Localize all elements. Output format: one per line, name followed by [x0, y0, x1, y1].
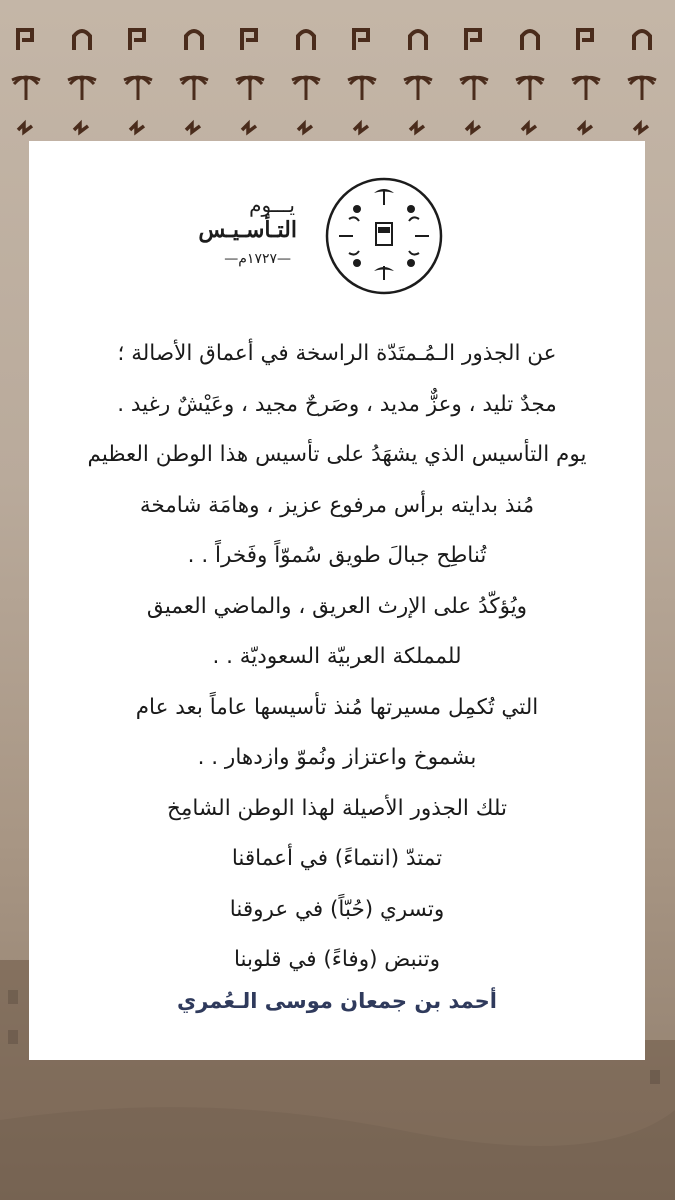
squiggle-motif-icon — [522, 124, 536, 132]
arch-motif-icon — [410, 31, 426, 50]
squiggle-motif-icon — [74, 124, 88, 132]
logo-line-2: التـأسـيـس — [198, 217, 297, 243]
poem-line: التي تُكمِل مسيرتها مُنذ تأسيسها عاماً بعد عام — [135, 694, 539, 720]
founding-day-logo — [179, 171, 449, 301]
squiggle-motif-icon — [466, 124, 480, 132]
squiggle-motif-icon — [18, 124, 32, 132]
poem-line: مجدٌ تليد ، وعزٌّ مديد ، وصَرحٌ مجيد ، وعَيْشٌ رغيد . — [117, 391, 557, 417]
squiggle-motif-icon — [578, 124, 592, 132]
palm-icon — [292, 77, 320, 100]
flag-motif-icon — [130, 30, 144, 50]
logo-line-1: يـــوم — [249, 193, 295, 217]
palm-icon — [348, 77, 376, 100]
squiggle-motif-icon — [130, 124, 144, 132]
arch-motif-icon — [634, 31, 650, 50]
palm-icon — [572, 77, 600, 100]
flag-motif-icon — [466, 30, 480, 50]
poem-text — [69, 329, 605, 986]
arch-motif-icon — [186, 31, 202, 50]
palm-icon — [180, 77, 208, 100]
squiggle-motif-icon — [354, 124, 368, 132]
squiggle-motif-icon — [298, 124, 312, 132]
palm-icon — [460, 77, 488, 100]
poem-line: وتسري (حُبّاً) في عروقنا — [229, 896, 445, 922]
palm-icon — [236, 77, 264, 100]
flag-motif-icon — [354, 30, 368, 50]
palm-icon — [68, 77, 96, 100]
squiggle-motif-icon — [410, 124, 424, 132]
poem-line: يوم التأسيس الذي يشهَدُ على تأسيس هذا الوطن العظيم — [87, 442, 587, 467]
poem-line: للمملكة العربيّة السعوديّة . . — [212, 644, 462, 669]
poem-line: بشموخ واعتزاز ونُموّ وازدهار . . — [197, 745, 477, 770]
author-name: أحمد بن جمعان موسى الـعُمري — [176, 989, 497, 1013]
poem-line: تلك الجذور الأصيلة لهذا الوطن الشامِخ — [167, 795, 507, 821]
pattern-rows — [12, 30, 675, 132]
arch-motif-icon — [74, 31, 90, 50]
palm-icon — [12, 77, 40, 100]
squiggle-motif-icon — [242, 124, 256, 132]
poem-card — [29, 141, 645, 1060]
palm-icon — [628, 77, 656, 100]
palm-icon — [516, 77, 544, 100]
flag-motif-icon — [578, 30, 592, 50]
poem-line: مُنذ بدايته برأس مرفوع عزيز ، وهامَة شامخة — [139, 492, 535, 518]
squiggle-motif-icon — [634, 124, 648, 132]
poem-line: تُناطِح جبالَ طويق سُموّاً وفَخراً . . — [187, 543, 487, 568]
palm-icon — [404, 77, 432, 100]
palm-icon — [124, 77, 152, 100]
flag-motif-icon — [18, 30, 32, 50]
poem-line: وتنبض (وفاءً) في قلوبنا — [233, 947, 440, 972]
poem-line: عن الجذور الـمُـمتَدّة الراسخة في أعماق الأصالة ؛ — [117, 341, 557, 366]
poem-line: ويُؤكّدُ على الإرث العريق ، والماضي العميق — [146, 593, 528, 619]
arch-motif-icon — [298, 31, 314, 50]
arch-motif-icon — [522, 31, 538, 50]
squiggle-motif-icon — [186, 124, 200, 132]
poem-line: تمتدّ (انتماءً) في أعماقنا — [231, 846, 443, 871]
logo-year: —١٧٢٧م— — [224, 251, 291, 267]
flag-motif-icon — [242, 30, 256, 50]
